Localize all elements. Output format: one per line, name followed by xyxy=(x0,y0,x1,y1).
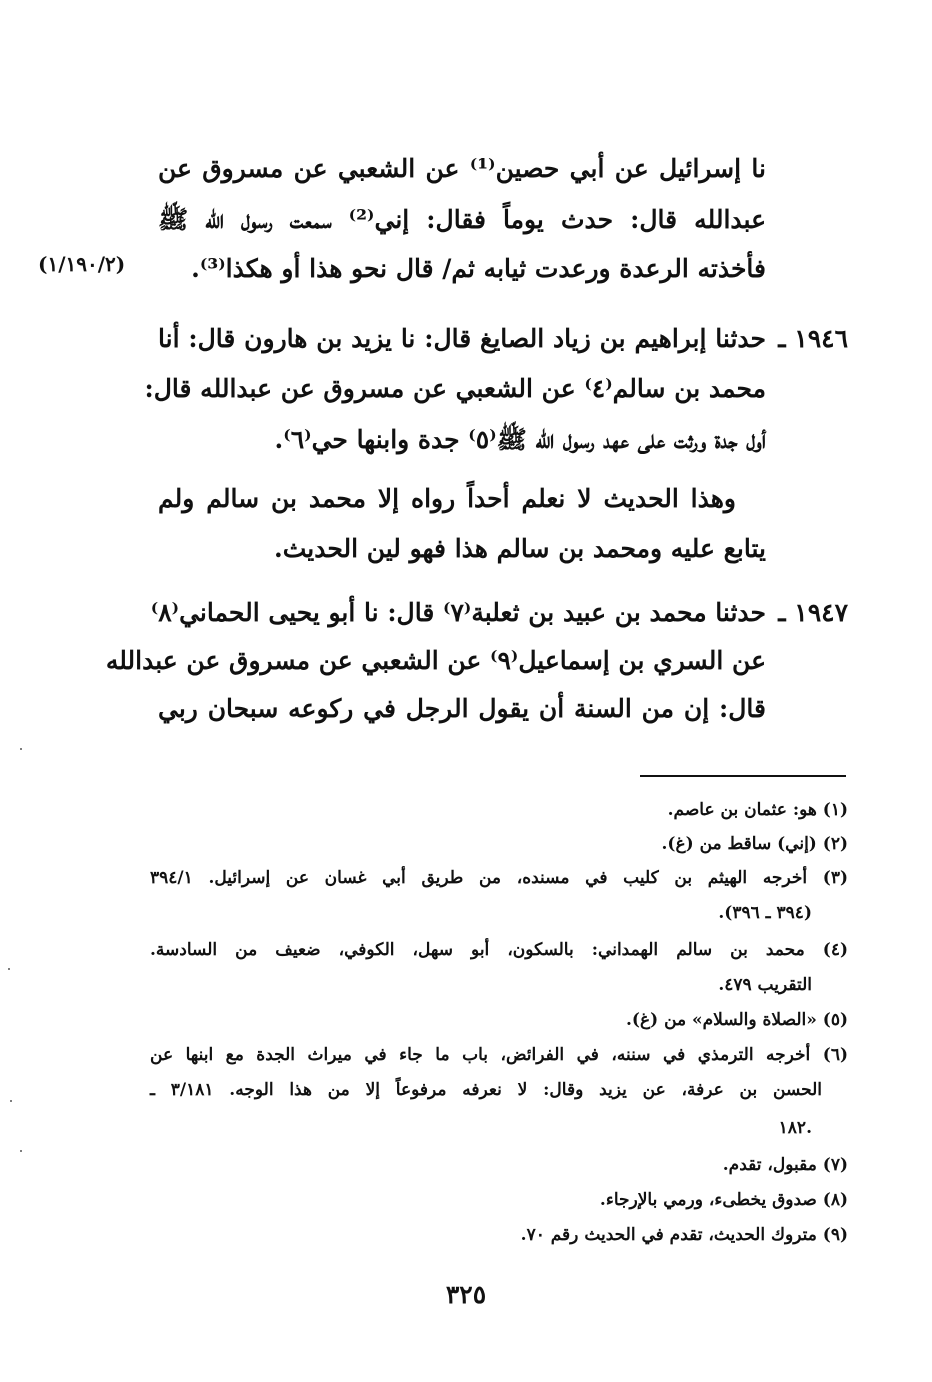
footnote-4-line-2: التقريب ٤٧٩. xyxy=(718,975,812,995)
hadith-1947-line-2: عن السري بن إسماعيل⁽٩⁾ عن الشعبي عن مسروق عن عبدالله xyxy=(105,646,766,675)
comment-line-2: يتابع عليه ومحمد بن سالم هذا فهو لين الحديث. xyxy=(273,534,766,563)
footnote-3-line-1: (٣) أخرجه الهيثم بن كليب في مسنده، من طريق أبي غسان عن إسرائيل. ٣٩٤/١ xyxy=(150,868,848,888)
hadith-1947-line-3: قال: إن من السنة أن يقول الرجل في ركوعه سبحان ربي xyxy=(158,694,766,723)
hadith-1946-line-3: أول جدة ورثت على عهد رسول الله ﷺ⁽٥⁾ جدة وابنها حي⁽٦⁾. xyxy=(274,425,766,454)
footnote-7: (٧) مقبول، تقدم. xyxy=(722,1155,848,1175)
hadith-1946-line-1: حدثنا إبراهيم بن زياد الصايغ قال: نا يزيد بن هارون قال: أنا xyxy=(158,324,766,353)
hadith-1946-line-2: محمد بن سالم⁽٤⁾ عن الشعبي عن مسروق عن عبدالله قال: xyxy=(144,374,766,403)
comment-line-1: وهذا الحديث لا نعلم أحداً رواه إلا محمد بن سالم ولم xyxy=(158,484,736,513)
scan-speck xyxy=(20,1150,22,1152)
footnote-6-line-2: الحسن بن عرفة، عن يزيد وقال: لا نعرفه مرفوعاً إلا من هذا الوجه. ٣/١٨١ ـ xyxy=(150,1080,822,1100)
footnote-4-line-1: (٤) محمد بن سالم الهمداني: بالسكون، أبو سهل، الكوفي، ضعيف من السادسة. xyxy=(150,940,848,960)
footnote-6-line-3: ١٨٢. xyxy=(778,1118,812,1138)
hadith-number-1947: ١٩٤٧ ـ xyxy=(778,598,848,627)
footnote-5: (٥) «الصلاة والسلام» من (غ). xyxy=(626,1010,848,1030)
page-number: ٣٢٥ xyxy=(445,1280,487,1309)
footnote-1: (١) هو: عثمان بن عاصم. xyxy=(667,800,848,820)
intro-line-1: نا إسرائيل عن أبي حصين⁽¹⁾ عن الشعبي عن مسروق عن xyxy=(158,154,766,183)
footnote-separator xyxy=(640,775,846,777)
footnote-2: (٢) (إني) ساقط من (غ). xyxy=(661,834,848,854)
hadith-number-1946: ١٩٤٦ ـ xyxy=(778,324,848,353)
footnote-6-line-1: (٦) أخرجه الترمذي في سننه، في الفرائض، باب ما جاء في ميراث الجدة مع ابنها عن xyxy=(150,1045,848,1065)
scan-speck xyxy=(8,968,10,970)
intro-line-3: فأخذته الرعدة ورعدت ثيابه ثم/ قال نحو هذا أو هكذا⁽³⁾. xyxy=(191,254,766,283)
footnote-8: (٨) صدوق يخطىء، ورمي بالإرجاء. xyxy=(599,1190,848,1210)
scan-speck xyxy=(20,748,22,750)
margin-note: (١/١٩٠/٢) xyxy=(38,252,126,276)
intro-line-2: عبدالله قال: حدث يوماً فقال: إني⁽²⁾ سمعت رسول الله ﷺ xyxy=(158,205,766,234)
scan-speck xyxy=(10,1100,12,1102)
footnote-9: (٩) متروك الحديث، تقدم في الحديث رقم ٧٠. xyxy=(520,1225,848,1245)
footnote-3-line-2: (٣٩٤ ـ ٣٩٦). xyxy=(718,903,812,923)
hadith-1947-line-1: حدثنا محمد بن عبيد بن ثعلبة⁽٧⁾ قال: نا أبو يحيى الحماني⁽٨⁾ xyxy=(150,598,766,627)
